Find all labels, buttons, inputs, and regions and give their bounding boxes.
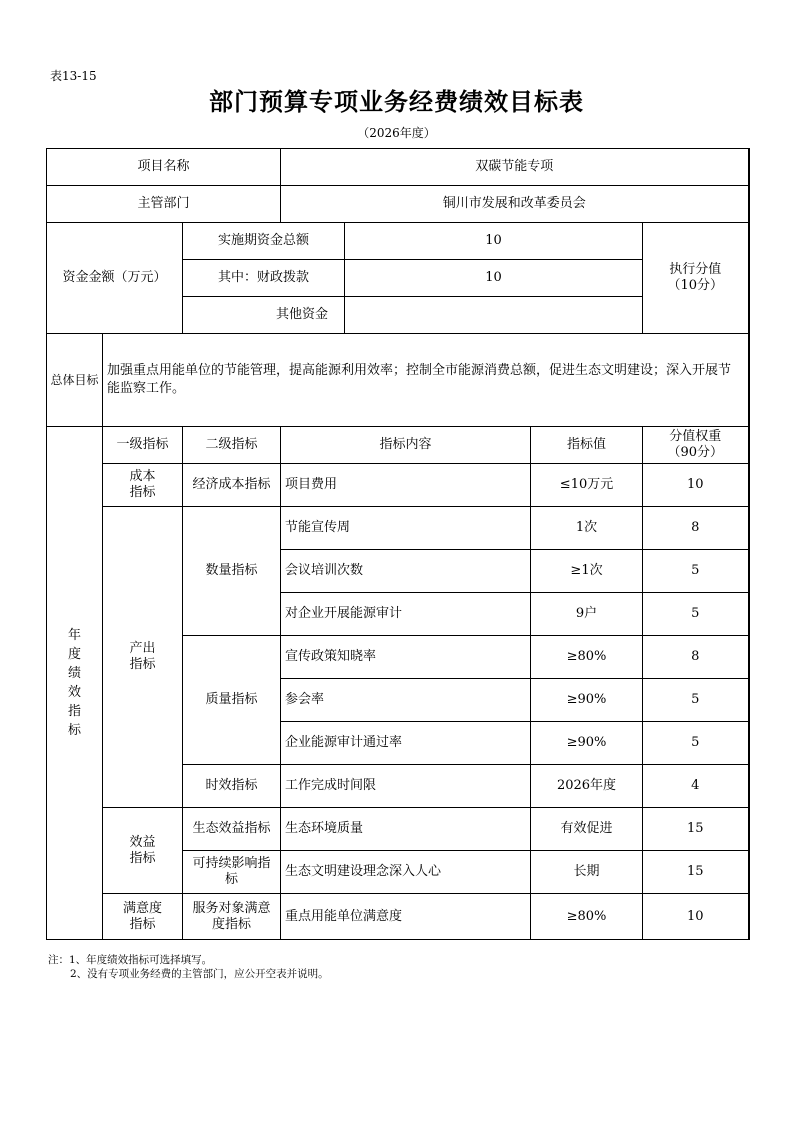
table-row [47, 894, 749, 940]
page-title: 部门预算专项业务经费绩效目标表 [209, 88, 584, 116]
indicator-value: ≥80% [531, 636, 643, 679]
indicator-content: 参会率 [281, 679, 531, 722]
header-content: 指标内容 [281, 427, 531, 464]
indicator-value: ≥1次 [531, 550, 643, 593]
table-row [47, 464, 749, 507]
level2-quality: 质量指标 [183, 636, 281, 765]
header-level1: 一级指标 [103, 427, 183, 464]
level2-timeliness: 时效指标 [183, 765, 281, 808]
indicator-value: 有效促进 [531, 808, 643, 851]
funds-fiscal-label: 其中：财政拨款 [183, 260, 345, 297]
header-weight: 分值权重 （90分） [643, 427, 749, 464]
indicator-content: 重点用能单位满意度 [281, 894, 531, 940]
indicator-content: 项目费用 [281, 464, 531, 507]
indicator-content: 工作完成时间限 [281, 765, 531, 808]
indicator-content: 宣传政策知晓率 [281, 636, 531, 679]
header-level2: 二级指标 [183, 427, 281, 464]
indicator-content: 会议培训次数 [281, 550, 531, 593]
exec-score-value: （10分） [667, 278, 724, 293]
level2-quantity: 数量指标 [183, 507, 281, 636]
level2-ecological: 生态效益指标 [183, 808, 281, 851]
indicator-value: ≤10万元 [531, 464, 643, 507]
indicator-content: 对企业开展能源审计 [281, 593, 531, 636]
indicator-value: 2026年度 [531, 765, 643, 808]
funds-fiscal-value: 10 [345, 260, 643, 297]
funds-total-label: 实施期资金总额 [183, 223, 345, 260]
level1-cost: 成本指标 [103, 464, 183, 507]
indicator-content: 生态环境质量 [281, 808, 531, 851]
header-value: 指标值 [531, 427, 643, 464]
fiscal-year: （2026年度） [357, 126, 436, 140]
annual-indicators-label: 年度绩效指标 [47, 427, 103, 940]
funds-total-value: 10 [345, 223, 643, 260]
indicator-value: ≥90% [531, 679, 643, 722]
funds-other-value [345, 297, 643, 334]
level1-satisfaction: 满意度指标 [103, 894, 183, 940]
indicator-weight: 5 [643, 550, 749, 593]
goal-label: 总体目标 [47, 334, 103, 427]
indicator-weight: 8 [643, 507, 749, 550]
indicator-weight: 15 [643, 808, 749, 851]
department-label: 主管部门 [47, 186, 281, 223]
indicator-value: 9户 [531, 593, 643, 636]
indicator-content: 生态文明建设理念深入人心 [281, 851, 531, 894]
indicator-value: ≥80% [531, 894, 643, 940]
indicator-content: 企业能源审计通过率 [281, 722, 531, 765]
indicator-weight: 10 [643, 464, 749, 507]
exec-score-cell [643, 223, 749, 334]
goal-text: 加强重点用能单位的节能管理，提高能源利用效率；控制全市能源消费总额，促进生态文明建设；深入开展节能监察工作。 [103, 334, 749, 427]
department-value: 铜川市发展和改革委员会 [281, 186, 749, 223]
indicator-weight: 15 [643, 851, 749, 894]
table-row [47, 808, 749, 851]
indicator-weight: 5 [643, 722, 749, 765]
table-number: 表13-15 [50, 69, 97, 83]
indicator-weight: 5 [643, 593, 749, 636]
funds-other-label: 其他资金 [183, 297, 345, 334]
exec-score-label: 执行分值 [669, 262, 722, 277]
level2-sustainable: 可持续影响指标 [183, 851, 281, 894]
footnote-1: 注：1、年度绩效指标可选择填写。 [48, 954, 213, 966]
level2-service-satisfaction: 服务对象满意度指标 [183, 894, 281, 940]
level1-output: 产出指标 [103, 507, 183, 808]
indicator-weight: 8 [643, 636, 749, 679]
indicator-content: 节能宣传周 [281, 507, 531, 550]
performance-target-table [46, 148, 750, 940]
indicator-weight: 4 [643, 765, 749, 808]
indicator-value: ≥90% [531, 722, 643, 765]
footnotes [48, 953, 329, 981]
funds-label: 资金金额（万元） [47, 223, 183, 334]
table-row [47, 507, 749, 550]
indicator-value: 1次 [531, 507, 643, 550]
indicator-weight: 5 [643, 679, 749, 722]
project-name-label: 项目名称 [47, 149, 281, 186]
project-name-value: 双碳节能专项 [281, 149, 749, 186]
footnote-2: 2、没有专项业务经费的主管部门，应公开空表并说明。 [70, 968, 329, 980]
indicator-value: 长期 [531, 851, 643, 894]
level2-economic-cost: 经济成本指标 [183, 464, 281, 507]
indicator-weight: 10 [643, 894, 749, 940]
level1-benefit: 效益指标 [103, 808, 183, 894]
